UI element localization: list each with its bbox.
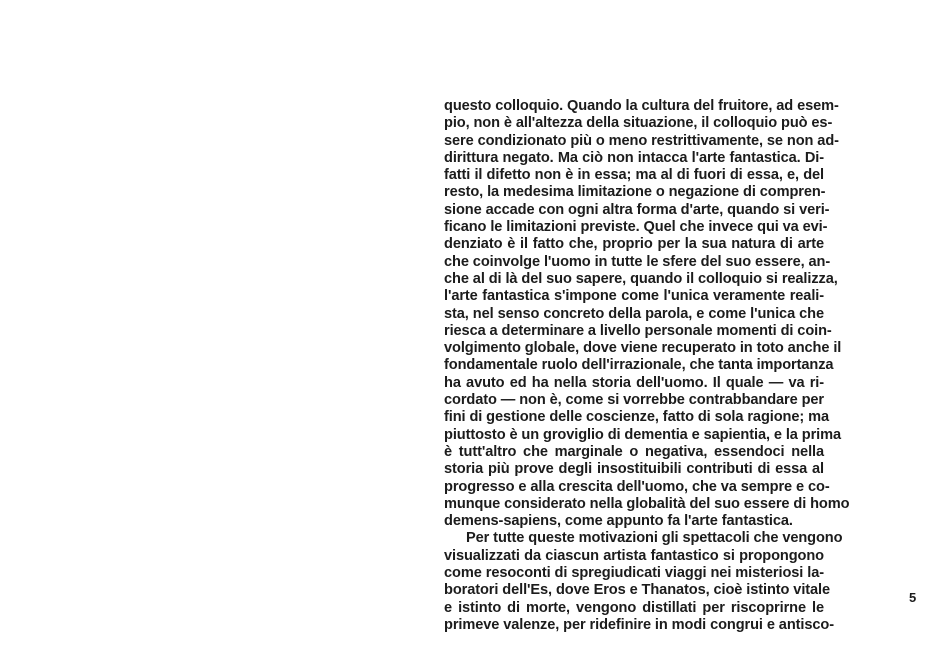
- text-line-21: è tutt'altro che marginale o negativa, essendoci nella: [444, 443, 824, 460]
- text-line-11: che al di là del suo sapere, quando il colloquio si realizza,: [444, 270, 838, 287]
- text-line-22: storia più prove degli insostituibili contributi di essa al: [444, 461, 824, 478]
- text-line-7: sione accade con ogni altra forma d'arte, quando si veri-: [444, 201, 830, 218]
- text-line-25: demens-sapiens, come appunto fa l'arte fantastica.: [444, 513, 793, 530]
- text-line-15: volgimento globale, dove viene recuperato in toto anche il: [444, 340, 842, 357]
- text-line-18: cordato — non è, come si vorrebbe contrabbandare per: [444, 392, 825, 409]
- text-line-12: l'arte fantastica s'impone come l'unica veramente reali-: [444, 288, 824, 305]
- text-line-30: e istinto di morte, vengono distillati per riscoprirne le: [444, 599, 824, 616]
- text-line-6: resto, la medesima limitazione o negazione di compren-: [444, 184, 826, 201]
- text-line-27: visualizzati da ciascun artista fantastico si propongono: [444, 547, 824, 564]
- text-line-10: che coinvolge l'uomo in tutte le sfere del suo essere, an-: [444, 253, 831, 270]
- text-line-17: ha avuto ed ha nella storia dell'uomo. Il quale — va ri-: [444, 374, 824, 391]
- text-line-1: questo colloquio. Quando la cultura del fruitore, ad esem-: [444, 98, 839, 114]
- text-line-16: fondamentale ruolo dell'irrazionale, che tanta importanza: [444, 357, 834, 374]
- text-line-4: dirittura negato. Ma ciò non intacca l'arte fantastica. Di-: [444, 149, 824, 166]
- text-line-13: sta, nel senso concreto della parola, e come l'unica che: [444, 305, 824, 322]
- text-line-19: fini di gestione delle coscienze, fatto di sola ragione; ma: [444, 409, 829, 426]
- text-line-29: boratori dell'Es, dove Eros e Thanatos, cioè istinto vitale: [444, 582, 831, 599]
- text-line-24: munque considerato nella globalità del suo essere di homo: [444, 495, 850, 512]
- text-line-14: riesca a determinare a livello personale momenti di coin-: [444, 322, 832, 339]
- text-line-31: primeve valenze, per ridefinire in modi congrui e antisco-: [444, 616, 834, 633]
- text-line-28: come resoconti di spregiudicati viaggi nei misteriosi la-: [444, 565, 824, 582]
- text-line-20: piuttosto è un groviglio di dementia e sapientia, e la prima: [444, 426, 842, 443]
- text-line-8: ficano le limitazioni previste. Quel che invece qui va evi-: [444, 219, 828, 236]
- page-number: 5: [909, 590, 917, 605]
- text-line-26: Per tutte queste motivazioni gli spettacoli che vengono: [466, 530, 843, 547]
- text-line-3: sere condizionato più o meno restrittivamente, se non ad-: [444, 132, 839, 149]
- body-text: [444, 98, 850, 634]
- text-line-9: denziato è il fatto che, proprio per la sua natura di arte: [444, 236, 824, 253]
- text-line-23: progresso e alla crescita dell'uomo, che va sempre e co-: [444, 478, 830, 495]
- text-line-5: fatti il difetto non è in essa; ma al di fuori di essa, e, del: [444, 167, 824, 184]
- text-line-2: pio, non è all'altezza della situazione, il colloquio può es-: [444, 115, 833, 132]
